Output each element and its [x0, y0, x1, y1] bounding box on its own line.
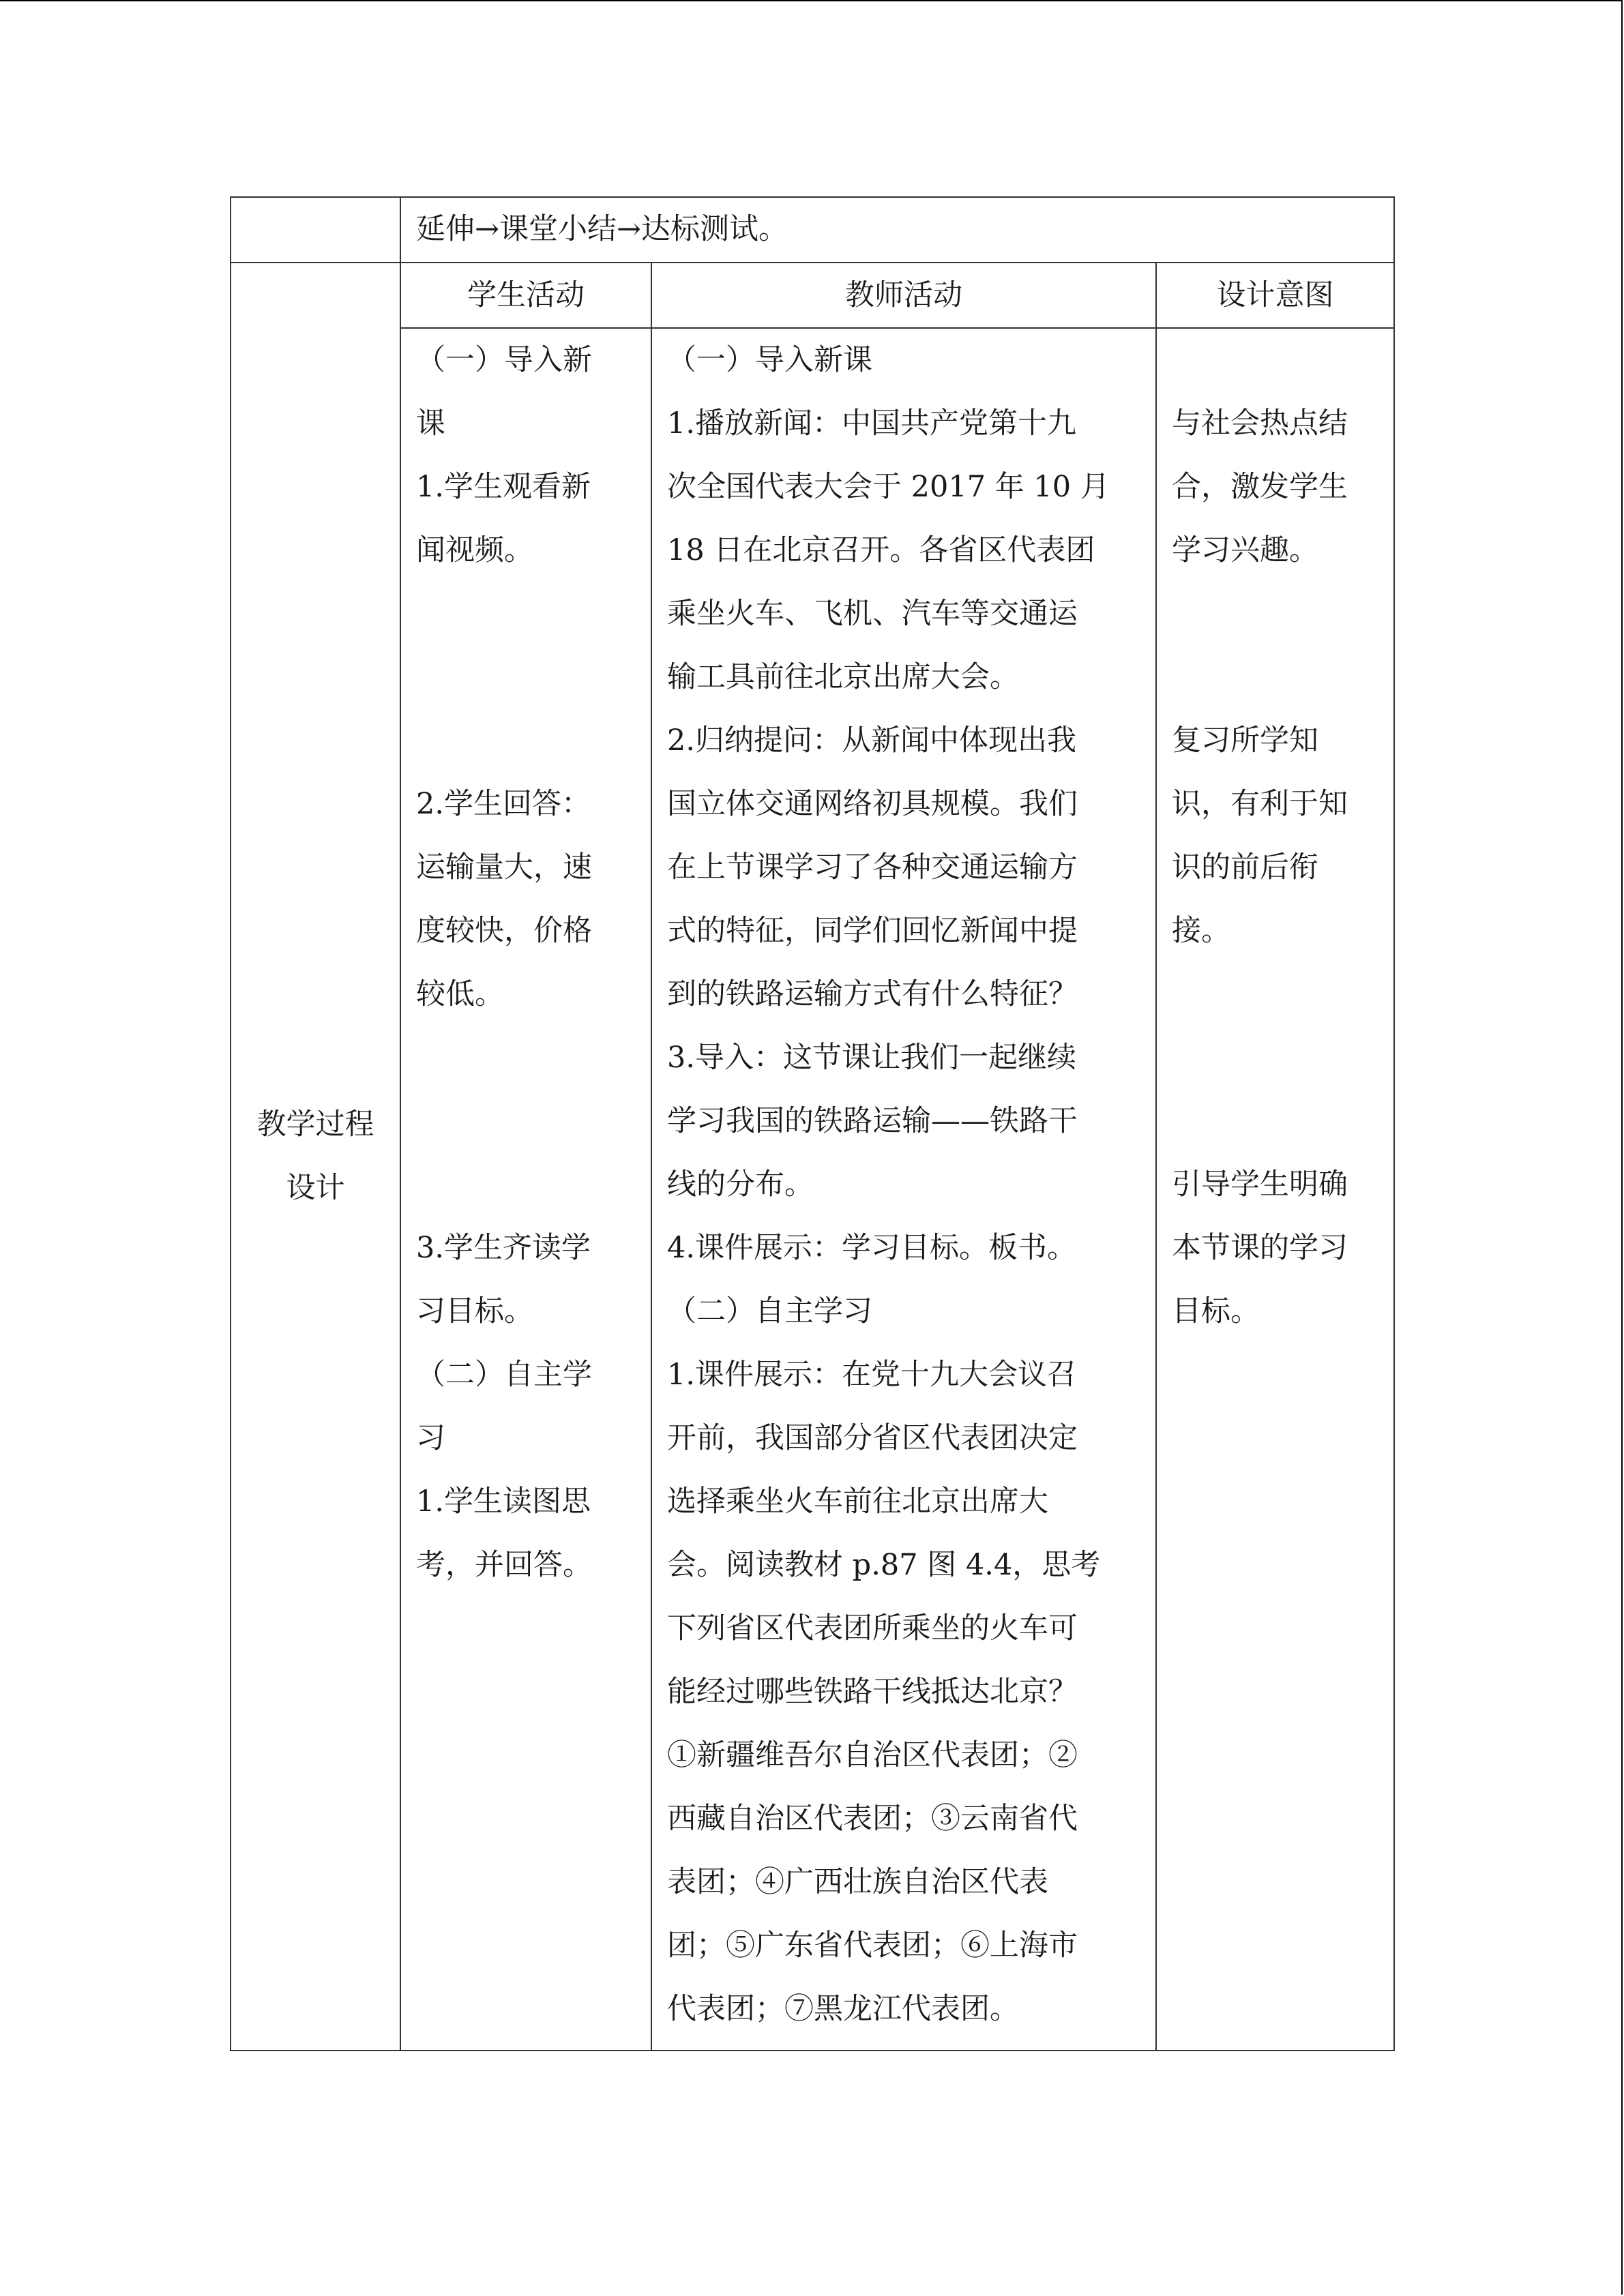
- header-teacher: 教师活动: [651, 263, 1156, 328]
- student-activity-text: [401, 329, 651, 1597]
- design-intent-line: [1172, 1026, 1378, 1090]
- design-intent-line: [1172, 1090, 1378, 1153]
- header-intent: 设计意图: [1156, 263, 1394, 328]
- teacher-activity-line: 开前，我国部分省区代表团决定: [667, 1421, 1078, 1455]
- teacher-activity-line: 下列省区代表团所乘坐的火车可: [667, 1611, 1078, 1645]
- design-intent-line: 识的前后衔: [1172, 850, 1318, 884]
- teacher-activity-line: 到的铁路运输方式有什么特征？: [667, 977, 1078, 1011]
- table-row-header: [231, 263, 1394, 328]
- student-activity-line: （二）自主学: [416, 1358, 592, 1392]
- teacher-activity-line: 会。阅读教材 p.87 图 4.4，思考: [667, 1548, 1101, 1582]
- top-left-cell: [231, 197, 400, 263]
- design-intent-line: 识，有利于知: [1172, 787, 1348, 821]
- student-activity-line: 课: [416, 406, 445, 441]
- teacher-activity-line: 乘坐火车、飞机、汽车等交通运: [667, 597, 1078, 631]
- design-intent-line: 学习兴趣。: [1172, 533, 1318, 567]
- design-intent-line: 引导学生明确: [1172, 1167, 1348, 1202]
- teacher-activity-line: 国立体交通网络初具规模。我们: [667, 787, 1078, 821]
- teacher-activity-line: 式的特征，同学们回忆新闻中提: [667, 914, 1078, 948]
- teacher-activity-line: （一）导入新课: [667, 343, 872, 377]
- design-intent-line: 合，激发学生: [1172, 470, 1348, 504]
- teacher-activity-line: 线的分布。: [667, 1167, 814, 1202]
- teacher-activity-line: 在上节课学习了各种交通运输方: [667, 850, 1078, 884]
- top-right-cell: [400, 197, 1394, 263]
- lesson-plan-table: [230, 196, 1395, 2051]
- teacher-activity-line: 选择乘坐火车前往北京出席大: [667, 1485, 1048, 1519]
- teacher-activity-cell: [651, 328, 1156, 2051]
- teacher-activity-line: 1.课件展示：在党十九大会议召: [667, 1358, 1077, 1392]
- design-intent-text: [1157, 329, 1393, 1343]
- design-intent-line: [1172, 646, 1378, 709]
- section-label-cell: [231, 263, 400, 2051]
- section-label-line-2: 设计: [286, 1171, 345, 1205]
- teacher-activity-line: 1.播放新闻：中国共产党第十九: [667, 406, 1077, 441]
- student-activity-line: [416, 709, 636, 773]
- design-intent-line: 接。: [1172, 914, 1230, 948]
- teacher-activity-line: 代表团；⑦黑龙江代表团。: [667, 1992, 1019, 2026]
- student-activity-line: 习目标。: [416, 1294, 533, 1328]
- design-intent-line: [1172, 963, 1378, 1026]
- student-activity-line: 1.学生观看新: [416, 470, 591, 504]
- student-activity-line: 度较快，价格: [416, 914, 592, 948]
- teacher-activity-line: 2.归纳提问：从新闻中体现出我: [667, 724, 1077, 758]
- design-intent-line: 复习所学知: [1172, 724, 1318, 758]
- design-intent-cell: [1156, 328, 1394, 2051]
- teacher-activity-line: 18 日在北京召开。各省区代表团: [667, 533, 1095, 567]
- teacher-activity-line: 3.导入：这节课让我们一起继续: [667, 1041, 1077, 1075]
- section-label-line-1: 教学过程: [256, 1107, 374, 1142]
- design-intent-line: 本节课的学习: [1172, 1231, 1348, 1265]
- header-student: 学生活动: [400, 263, 651, 328]
- student-activity-line: [416, 1026, 636, 1090]
- teacher-activity-line: 团；⑤广东省代表团；⑥上海市: [667, 1928, 1078, 1963]
- teacher-activity-line: 学习我国的铁路运输——铁路干: [667, 1104, 1078, 1138]
- student-activity-line: 较低。: [416, 977, 504, 1011]
- student-activity-line: 闻视频。: [416, 533, 533, 567]
- student-activity-line: 运输量大，速: [416, 850, 592, 884]
- student-activity-line: （一）导入新: [416, 343, 592, 377]
- table-row-top: [231, 197, 1394, 263]
- student-activity-line: [416, 646, 636, 709]
- student-activity-line: [416, 582, 636, 646]
- table-row-body: [231, 328, 1394, 2051]
- teacher-activity-line: （二）自主学习: [667, 1294, 872, 1328]
- student-activity-line: 1.学生读图思: [416, 1485, 591, 1519]
- student-activity-line: 习: [416, 1421, 445, 1455]
- student-activity-line: 考，并回答。: [416, 1548, 592, 1582]
- student-activity-cell: [400, 328, 651, 2051]
- teacher-activity-line: ①新疆维吾尔自治区代表团；②: [667, 1738, 1078, 1772]
- student-activity-line: 2.学生回答：: [416, 787, 591, 821]
- student-activity-line: [416, 1153, 636, 1217]
- continuation-text: 延伸→课堂小结→达标测试。: [416, 212, 788, 246]
- student-activity-line: 3.学生齐读学: [416, 1231, 591, 1265]
- design-intent-line: [1172, 582, 1378, 646]
- teacher-activity-text: [652, 329, 1155, 2041]
- student-activity-line: [416, 1090, 636, 1153]
- teacher-activity-line: 表团；④广西壮族自治区代表: [667, 1865, 1048, 1899]
- teacher-activity-line: 西藏自治区代表团；③云南省代: [667, 1802, 1078, 1836]
- teacher-activity-line: 4.课件展示：学习目标。板书。: [667, 1231, 1077, 1265]
- teacher-activity-line: 能经过哪些铁路干线抵达北京？: [667, 1675, 1078, 1709]
- design-intent-line: 与社会热点结: [1172, 406, 1348, 441]
- teacher-activity-line: 次全国代表大会于 2017 年 10 月: [667, 470, 1110, 504]
- design-intent-line: 目标。: [1172, 1294, 1260, 1328]
- design-intent-line: [1172, 329, 1378, 392]
- teacher-activity-line: 输工具前往北京出席大会。: [667, 660, 1019, 694]
